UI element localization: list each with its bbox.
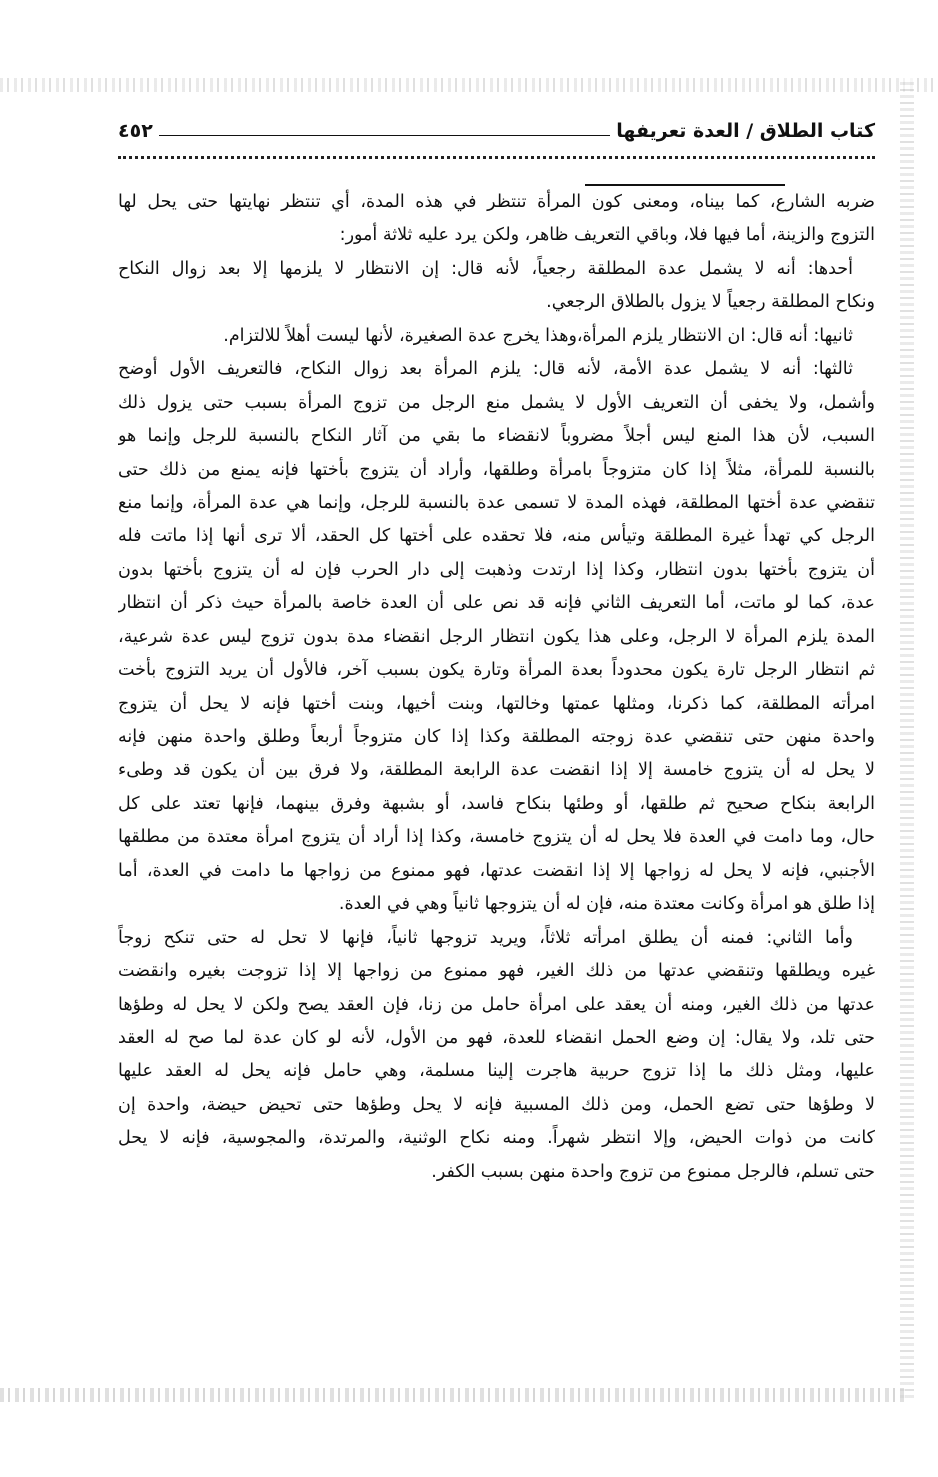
header-title: كتاب الطلاق / العدة تعريفها: [616, 120, 875, 142]
text-line: الرابعة بنكاح صحيح ثم طلقها، أو وطئها بنكاح فاسد، أو بشبهة وفرق بينهما، فإنها تعتد على كل: [118, 793, 875, 814]
scan-edge-right: [900, 78, 914, 1398]
text-line: ثم انتظار الرجل تارة يكون محدوداً بعدة المرأة وتارة يكون بسبب آخر، فالأول أن يريد التزوج بأخت: [118, 660, 875, 681]
text-line: غيره ويطلقها وتنقضي عدتها من ذلك الغير، فهو ممنوع من زواجها إلا إذا تزوجت بغيره وانقضت: [118, 961, 875, 982]
text-line: الأجنبي، فإنه لا يحل له زواجها إلا إذا انقضت عدتها، فهو ممنوع من زواجها ما دامت في العدة، أما: [118, 860, 875, 881]
page-number: ٤٥٢: [118, 120, 153, 142]
text-line: تنقضي عدة أختها المطلقة، فهذه المدة لا تسمى عدة بالنسبة للرجل، وإنما هي عدة المرأة، وإنما منع: [118, 492, 875, 513]
text-line: وأشمل، ولا يخفى أن التعريف الأول لا يشمل منع الرجل من تزوج المرأة بسبب حتى يزول ذلك: [118, 392, 875, 413]
text-line: بالنسبة للمرأة، مثلاً إذا كان متزوجاً بامرأة وطلقها، وأراد أن يتزوج بأختها فإنه يمنع من ذلك حتى: [118, 459, 875, 480]
text-line: وأما الثاني: فمنه أن يطلق امرأته ثلاثاً، ويريد تزوجها ثانياً، فإنها لا تحل له حتى تنكح زوجاً: [118, 927, 853, 948]
header-rule: [159, 135, 610, 136]
text-line: إذا طلق هو امرأة وكانت معتدة منه، فإن له أن يتزوجها ثانياً وهي في العدة.: [338, 894, 875, 915]
scan-edge-top: [0, 78, 938, 92]
text-line: السبب، لأن هذا المنع ليس أجلاً مضروباً لانقضاء ما بقي من آثار النكاح بالنسبة للرجل وإنما هو: [118, 426, 875, 447]
text-line: المدة يلزم المرأة لا الرجل، وعلى هذا يكون انتظار الرجل انقضاء مدة بدون تزوج ليس عدة شرعية،: [118, 626, 875, 647]
text-line: أن يتزوج بأختها بدون انتظار، وكذا إذا ارتدت وذهبت إلى دار الحرب فإن له أن يتزوج بأختها بدون: [118, 559, 875, 580]
text-line: الرجل كي تهدأ غيرة المطلقة وتيأس منه، فلا تحقده على أختها كل الحقد، ألا ترى أنها إذا ماتت فله: [118, 526, 875, 547]
scan-edge-bottom: [0, 1388, 905, 1402]
text-line: ثانيها: أنه قال: ان الانتظار يلزم المرأة،وهذا يخرج عدة الصغيرة، لأنها ليست أهلاً للالتزام.: [223, 325, 853, 346]
text-line: امرأته المطلقة، كما ذكرنا، ومثلها عمتها وخالتها، وبنت أخيها، وبنت أختها فإنه لا يحل أن يتزوج: [118, 693, 875, 714]
text-line: عليها، ومثل ذلك ما إذا تزوج حربية هاجرت إلينا مسلمة، وهي حامل فإنه يحل له العقد عليها: [118, 1061, 875, 1082]
text-line: ثالثها: أنه لا يشمل عدة الأمة، لأنه قال: يلزم المرأة بعد زوال النكاح، فالتعريف الأول أوضح: [118, 359, 853, 380]
text-line: لا وطؤها حتى تضع الحمل، ومن ذلك المسبية فإنه لا يحل وطؤها حتى تحيض حيضة، واحدة إن: [118, 1094, 875, 1115]
text-line: ضربه الشارع، كما بيناه، ومعنى كون المرأة تنتظر في هذه المدة، أي تنتظر نهايتها حتى يحل لها: [118, 192, 875, 212]
text-line: حال، وما دامت في العدة فلا يحل له أن يتزوج خامسة، وكذا إذا أراد أن يتزوج امرأة معتدة من مطلقها: [118, 827, 875, 848]
body-text: [118, 186, 875, 1189]
text-line: ونكاح المطلقة رجعياً لا يزول بالطلاق الرجعي.: [546, 292, 875, 313]
text-line: عدتها من ذلك الغير، ومنه أن يعقد على امرأة حامل من زنا، فإن العقد يصح ولكن لا يحل له وطؤها: [118, 994, 875, 1015]
text-line: كانت من ذوات الحيض، وإلا انتظر شهراً. ومنه نكاح الوثنية، والمرتدة، والمجوسية، فإنه لا يحل: [118, 1128, 875, 1149]
text-line: حتى تسلم، فالرجل ممنوع من تزوج واحدة منهن بسبب الكفر.: [431, 1161, 875, 1182]
text-line: عدة، كما لو ماتت، أما التعريف الثاني فإنه قد نص على أن العدة خاصة بالمرأة حيث ذكر أن انتظار: [118, 593, 875, 614]
running-header: [118, 112, 875, 142]
dotted-separator: [118, 156, 875, 159]
text-line: التزوج والزينة، أما فيها فلا، وباقي التعريف ظاهر، ولكن يرد عليه ثلاثة أمور:: [339, 225, 875, 246]
text-line: حتى تلد، ولا يقال: إن وضع الحمل انقضاء للعدة، فهو من الأول، لأنه لو كان عدة لما صح له العقد: [118, 1027, 875, 1048]
text-line: أحدها: أنه لا يشمل عدة المطلقة رجعياً، لأنه قال: إن الانتظار لا يلزمها إلا بعد زوال النكاح: [118, 258, 853, 279]
text-line: لا يحل له أن يتزوج خامسة إلا إذا انقضت عدة الرابعة المطلقة، ولا فرق بين أن يكون قد وطىء: [118, 760, 875, 781]
text-line: واحدة منهن حتى تنقضي عدة زوجته المطلقة وكذا إذا كان متزوجاً أربعاً وطلق واحدة منهن فإنه: [118, 727, 875, 747]
